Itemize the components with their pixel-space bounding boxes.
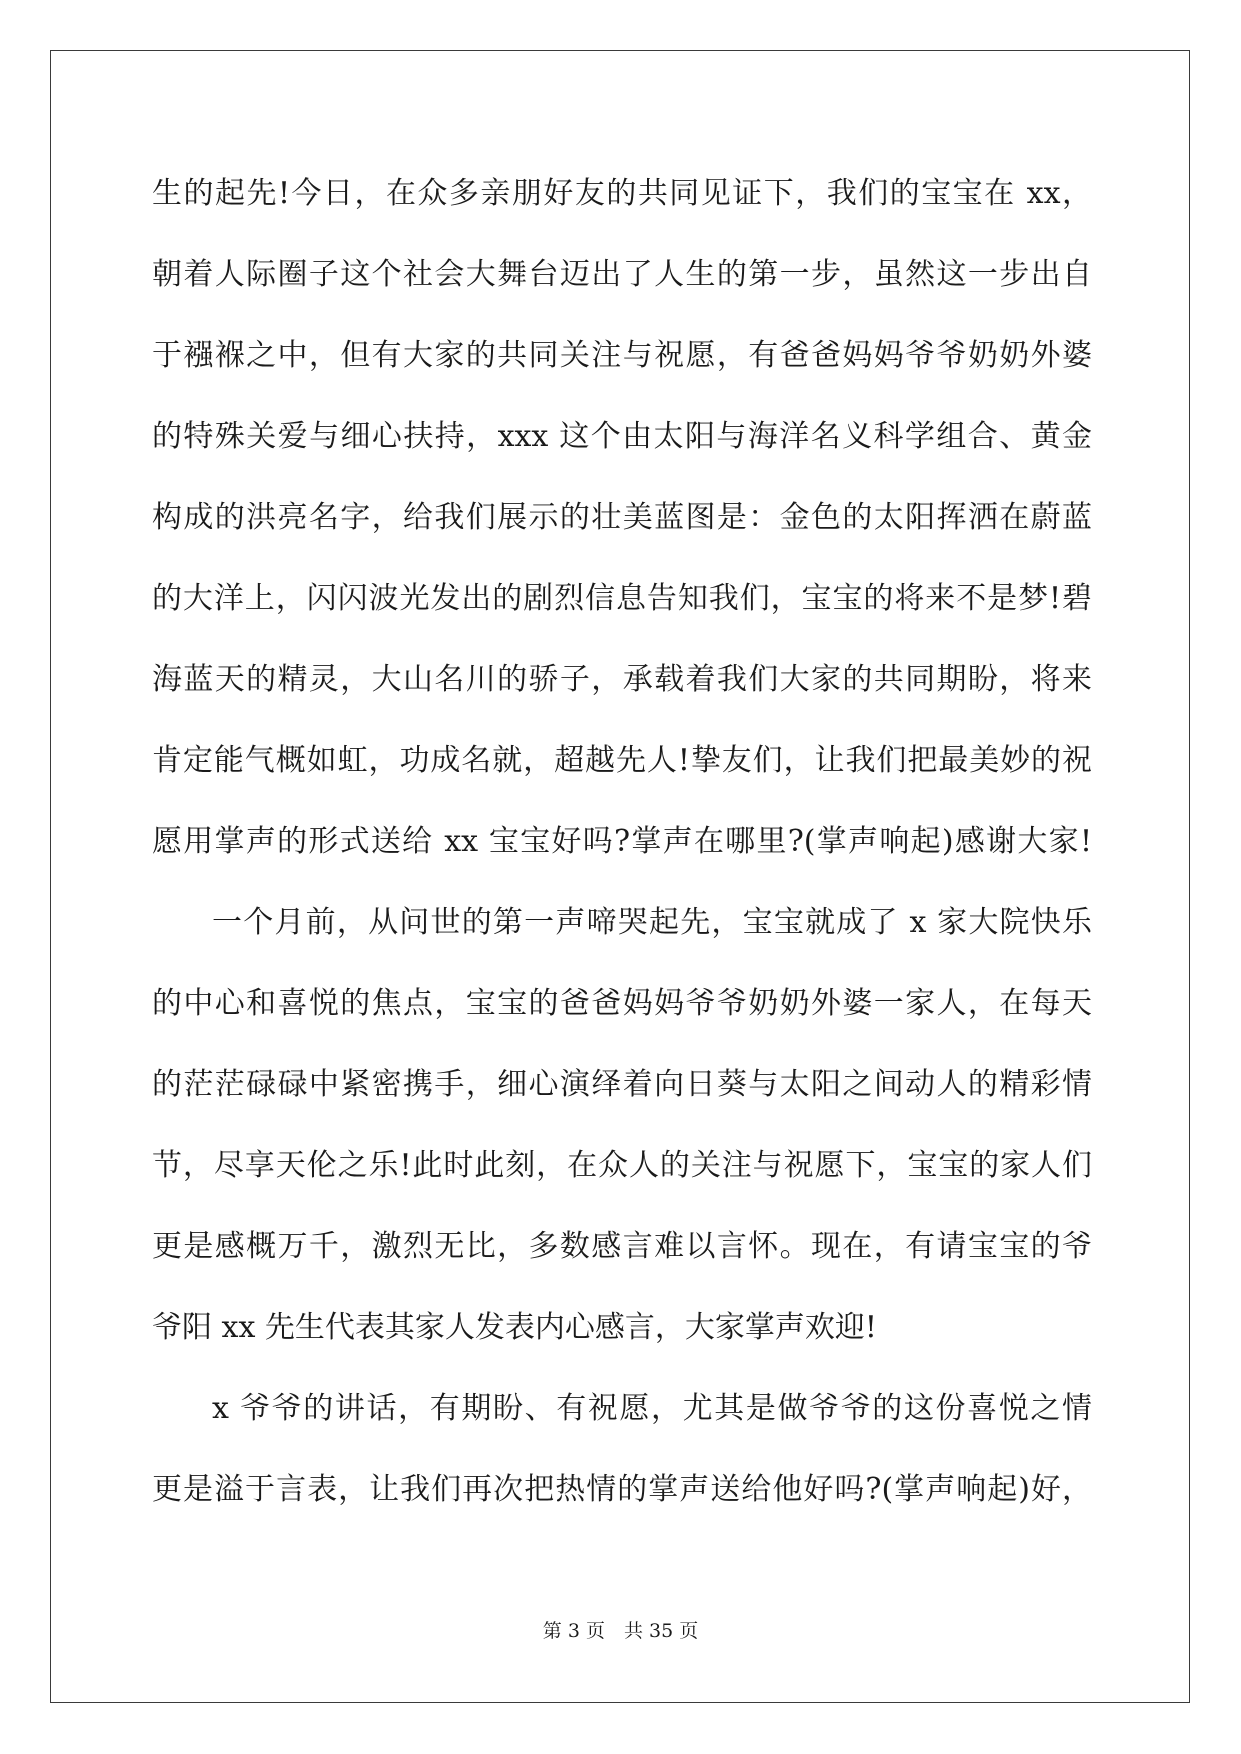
text-line: 肯定能气概如虹，功成名就，超越先人!挚友们，让我们把最美妙的祝 xyxy=(152,743,1092,778)
paragraph-first-line: x 爷爷的讲话，有期盼、有祝愿，尤其是做爷爷的这份喜悦之情 xyxy=(212,1391,1092,1426)
paragraph-last-line: 爷阳 xx 先生代表其家人发表内心感言，大家掌声欢迎! xyxy=(152,1310,877,1345)
text-line: 海蓝天的精灵，大山名川的骄子，承载着我们大家的共同期盼，将来 xyxy=(152,662,1092,697)
text-line: 更是溢于言表，让我们再次把热情的掌声送给他好吗?(掌声响起)好， xyxy=(152,1472,1092,1507)
page-number-footer: 第 3 页 共 35 页 xyxy=(542,1620,699,1642)
text-line: 的特殊关爱与细心扶持，xxx 这个由太阳与海洋名义科学组合、黄金 xyxy=(152,419,1092,454)
text-line: 的大洋上，闪闪波光发出的剧烈信息告知我们，宝宝的将来不是梦!碧 xyxy=(152,581,1092,616)
text-line: 构成的洪亮名字，给我们展示的壮美蓝图是：金色的太阳挥洒在蔚蓝 xyxy=(152,500,1092,535)
text-line: 生的起先!今日，在众多亲朋好友的共同见证下，我们的宝宝在 xx， xyxy=(152,176,1092,211)
text-line: 更是感概万千，激烈无比，多数感言难以言怀。现在，有请宝宝的爷 xyxy=(152,1229,1092,1264)
paragraph-first-line: 一个月前，从问世的第一声啼哭起先，宝宝就成了 x 家大院快乐 xyxy=(212,905,1092,940)
text-line: 愿用掌声的形式送给 xx 宝宝好吗?掌声在哪里?(掌声响起)感谢大家! xyxy=(152,824,1092,859)
text-line: 节，尽享天伦之乐!此时此刻，在众人的关注与祝愿下，宝宝的家人们 xyxy=(152,1148,1092,1183)
text-line: 于襁褓之中，但有大家的共同关注与祝愿，有爸爸妈妈爷爷奶奶外婆 xyxy=(152,338,1092,373)
text-line: 的中心和喜悦的焦点，宝宝的爸爸妈妈爷爷奶奶外婆一家人，在每天 xyxy=(152,986,1092,1021)
text-line: 朝着人际圈子这个社会大舞台迈出了人生的第一步，虽然这一步出自 xyxy=(152,257,1092,292)
text-line: 的茫茫碌碌中紧密携手，细心演绎着向日葵与太阳之间动人的精彩情 xyxy=(152,1067,1092,1102)
